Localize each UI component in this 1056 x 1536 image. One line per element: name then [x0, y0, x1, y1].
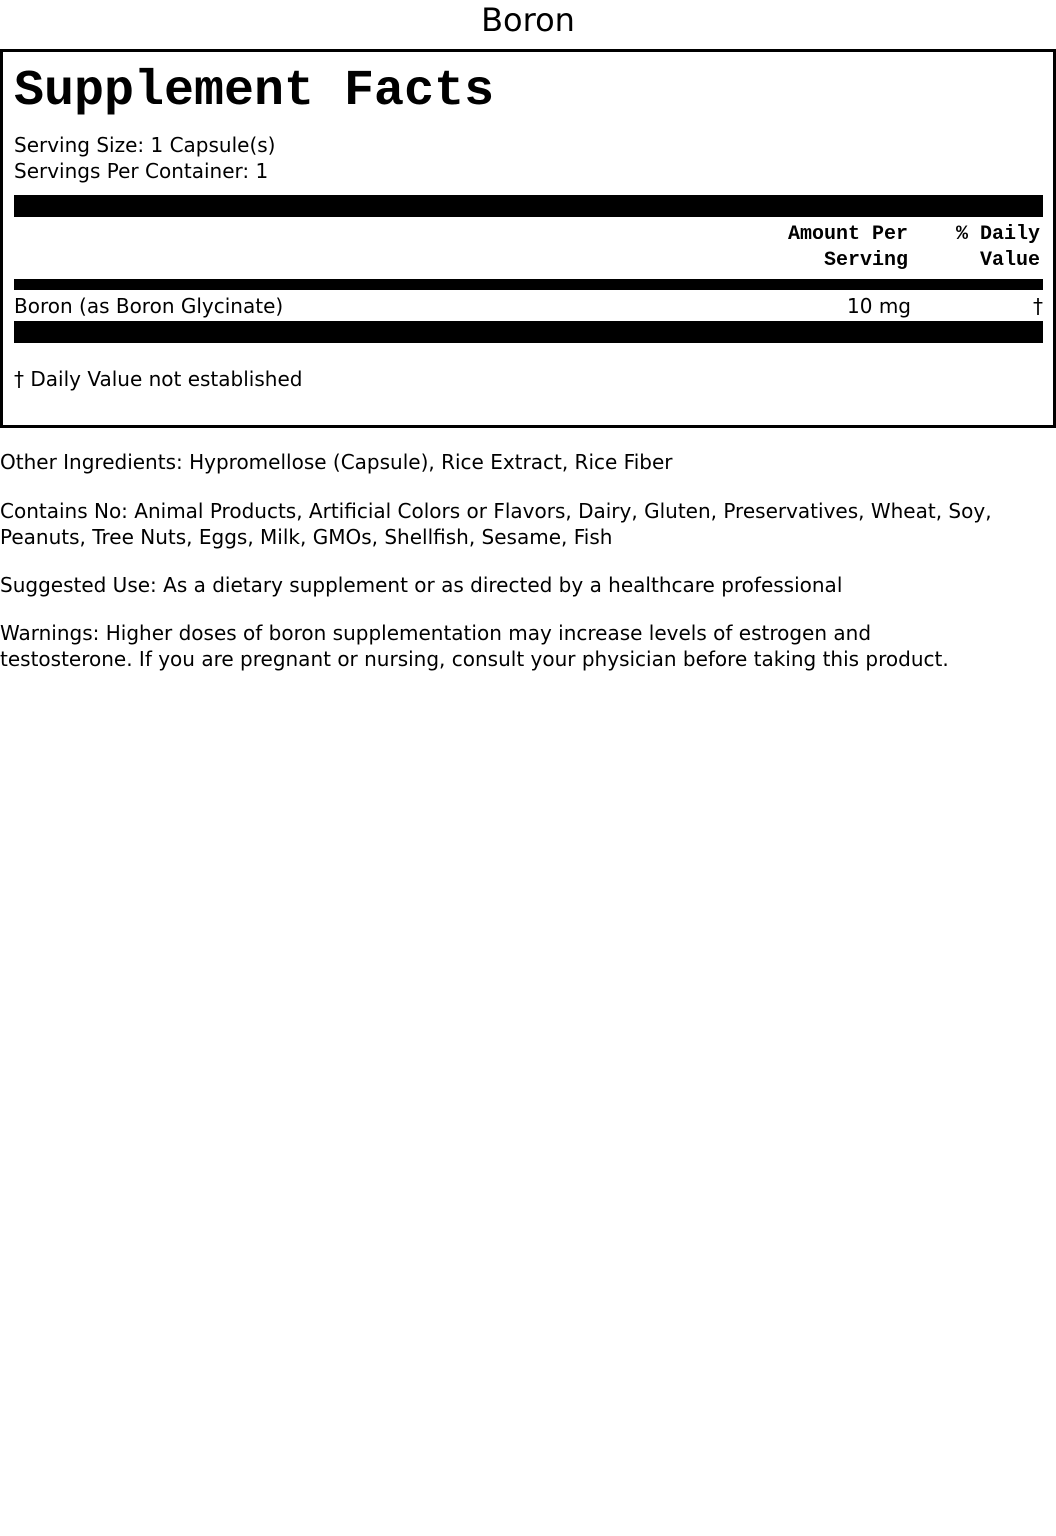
suggested-use: Suggested Use: As a dietary supplement or as directed by a healthcare professional	[0, 573, 843, 597]
contains-no: Contains No: Animal Products, Artificial Colors or Flavors, Dairy, Gluten, Preservatives, Wheat, Soy, Peanuts, Tree Nuts, Eggs, Milk, GMOs, Shellfish, Sesame, Fish	[0, 499, 992, 549]
nutrient-amount: 10 mg	[847, 294, 911, 318]
column-header-daily-line1: % Daily	[955, 223, 1040, 246]
divider-thick-top	[14, 195, 1043, 217]
serving-size: Serving Size: 1 Capsule(s)	[14, 133, 276, 157]
supplement-facts-panel	[0, 49, 1056, 428]
product-title: Boron	[481, 1, 575, 39]
column-header-daily-line2: Value	[979, 249, 1040, 272]
column-header-amount-line1: Amount Per	[787, 223, 908, 246]
nutrient-row	[14, 292, 1043, 320]
warnings: Warnings: Higher doses of boron supplementation may increase levels of estrogen and testosterone. If you are pregnant or nursing, consult your physician before taking this product.	[0, 621, 949, 671]
divider-medium	[14, 279, 1043, 290]
nutrient-daily-value: †	[1033, 294, 1043, 318]
facts-heading: Supplement Facts	[14, 63, 495, 120]
column-header-daily-value	[956, 222, 1040, 274]
divider-thick-bottom	[14, 321, 1043, 343]
servings-per-container: Servings Per Container: 1	[14, 159, 269, 183]
daily-value-footnote: † Daily Value not established	[14, 367, 303, 391]
nutrient-name: Boron (as Boron Glycinate)	[14, 294, 284, 318]
column-header-amount	[788, 222, 908, 274]
column-header-amount-line2: Serving	[823, 249, 908, 272]
other-ingredients: Other Ingredients: Hypromellose (Capsule), Rice Extract, Rice Fiber	[0, 450, 673, 474]
